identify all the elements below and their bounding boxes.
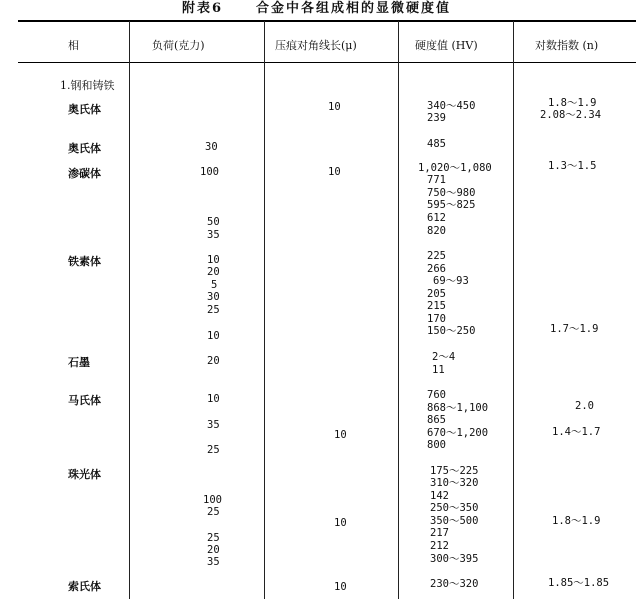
load-value: 35: [207, 556, 220, 568]
hardness-value: 820: [427, 225, 446, 237]
index-value: 1.3～1.5: [548, 160, 597, 172]
header-diagonal: 压痕对角线长(μ): [275, 39, 357, 52]
hardness-value: 868～1,100: [427, 402, 489, 414]
hardness-value: 175～225: [430, 465, 479, 477]
phase-label: 奥氏体: [68, 142, 101, 155]
hardness-value: 310～320: [430, 477, 479, 489]
phase-label: 铁素体: [68, 255, 101, 268]
header-hardness: 硬度值 (HV): [415, 39, 478, 52]
diagonal-value: 10: [328, 101, 341, 113]
load-value: 50: [207, 216, 220, 228]
phase-label: 珠光体: [68, 468, 101, 481]
load-value: 20: [207, 544, 220, 556]
hardness-value: 266: [427, 263, 446, 275]
hardness-value: 11: [432, 364, 445, 376]
hardness-value: 170: [427, 313, 446, 325]
load-value: 35: [207, 229, 220, 241]
hardness-value: 230～320: [430, 578, 479, 590]
hardness-value: 670～1,200: [427, 427, 489, 439]
header-rule: [18, 62, 636, 63]
load-value: 25: [207, 506, 220, 518]
hardness-value: 595～825: [427, 199, 476, 211]
diagonal-value: 10: [334, 429, 347, 441]
hardness-value: 225: [427, 250, 446, 262]
load-value: 100: [200, 166, 219, 178]
phase-label: 索氏体: [68, 580, 101, 593]
index-value: 1.8～1.9: [548, 97, 597, 109]
hardness-value: 69～93: [433, 275, 469, 287]
column-divider: [264, 21, 265, 599]
column-divider: [129, 21, 130, 599]
caption-title: 合金中各组成相的显微硬度值: [256, 1, 452, 16]
table-caption: [0, 0, 644, 17]
index-value: 1.8～1.9: [552, 515, 601, 527]
load-value: 20: [207, 266, 220, 278]
hardness-value: 612: [427, 212, 446, 224]
hardness-value: 771: [427, 174, 446, 186]
index-value: 2.0: [575, 400, 594, 412]
phase-label: 马氏体: [68, 394, 101, 407]
index-value: 1.7～1.9: [550, 323, 599, 335]
index-value: 1.4～1.7: [552, 426, 601, 438]
index-value: 1.85～1.85: [548, 577, 610, 589]
hardness-value: 750～980: [427, 187, 476, 199]
hardness-value: 150～250: [427, 325, 476, 337]
hardness-value: 300～395: [430, 553, 479, 565]
load-value: 25: [207, 444, 220, 456]
hardness-value: 865: [427, 414, 446, 426]
hardness-value: 1,020～1,080: [418, 162, 492, 174]
hardness-value: 340～450: [427, 100, 476, 112]
load-value: 10: [207, 393, 220, 405]
hardness-value: 205: [427, 288, 446, 300]
header-load: 负荷(克力): [152, 39, 205, 52]
index-value: 2.08～2.34: [540, 109, 602, 121]
caption-label: 附表6: [182, 1, 224, 16]
load-value: 5: [211, 279, 218, 291]
diagonal-value: 10: [328, 166, 341, 178]
column-divider: [398, 21, 399, 599]
diagonal-value: 10: [334, 581, 347, 593]
hardness-value: 485: [427, 138, 446, 150]
load-value: 25: [207, 304, 220, 316]
hardness-value: 142: [430, 490, 449, 502]
phase-label: 奥氏体: [68, 103, 101, 116]
column-divider: [513, 21, 514, 599]
load-value: 10: [207, 330, 220, 342]
load-value: 35: [207, 419, 220, 431]
load-value: 100: [203, 494, 222, 506]
load-value: 25: [207, 532, 220, 544]
hardness-value: 215: [427, 300, 446, 312]
hardness-value: 217: [430, 527, 449, 539]
hardness-value: 800: [427, 439, 446, 451]
header-index: 对数指数 (n): [535, 39, 599, 52]
header-phase: 相: [68, 39, 79, 52]
load-value: 30: [207, 291, 220, 303]
hardness-value: 760: [427, 389, 446, 401]
hardness-value: 250～350: [430, 502, 479, 514]
hardness-value: 239: [427, 112, 446, 124]
load-value: 10: [207, 254, 220, 266]
phase-label: 石墨: [68, 356, 90, 369]
diagonal-value: 10: [334, 517, 347, 529]
hardness-value: 212: [430, 540, 449, 552]
phase-label: 渗碳体: [68, 167, 101, 180]
hardness-value: 350～500: [430, 515, 479, 527]
section-title: 1.钢和铸铁: [60, 79, 115, 92]
load-value: 30: [205, 141, 218, 153]
top-rule: [18, 20, 636, 22]
hardness-value: 2～4: [432, 351, 456, 363]
load-value: 20: [207, 355, 220, 367]
